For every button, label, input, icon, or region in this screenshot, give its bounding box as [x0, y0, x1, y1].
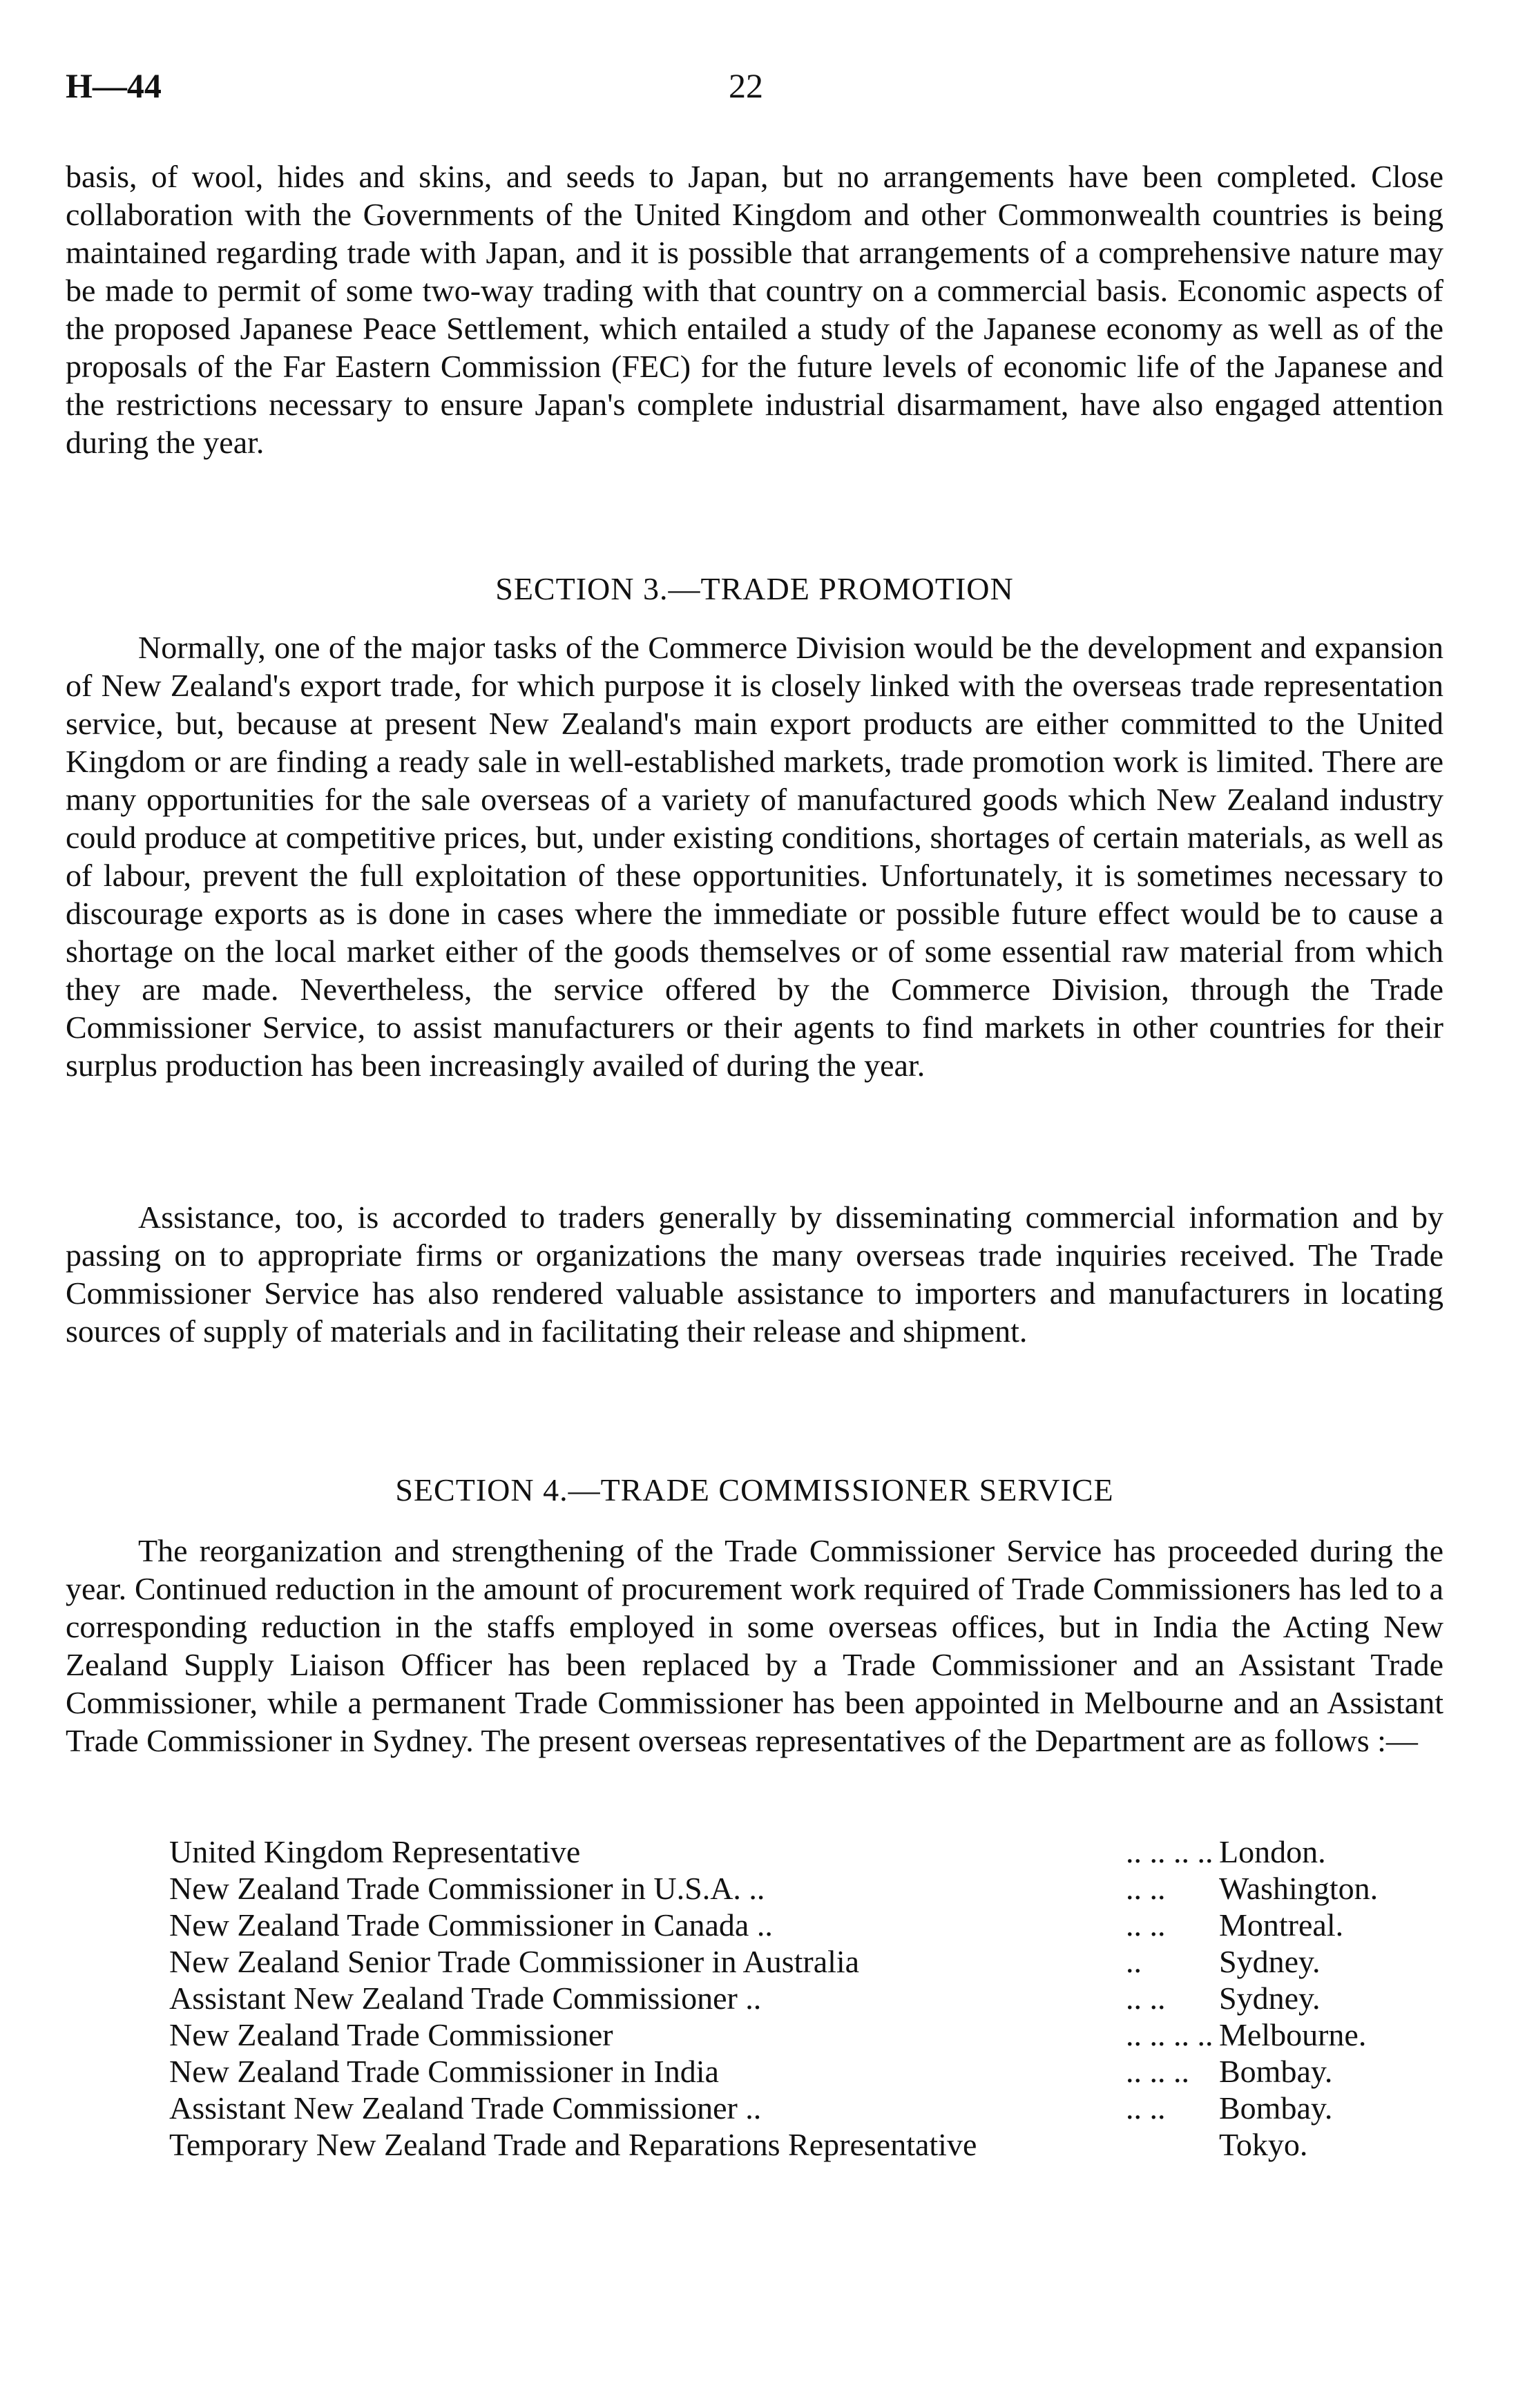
list-item	[169, 1980, 1447, 2016]
representative-title: New Zealand Trade Commissioner in Canada ..	[169, 1907, 773, 1943]
representative-title: New Zealand Trade Commissioner	[169, 2017, 613, 2052]
document-code: H—44	[66, 66, 162, 105]
section-3-paragraph-2: Assistance, too, is accorded to traders generally by disseminating commercial information and by passing on to appropriate firms or organizations the many overseas trade inquiries received. The Trade Commissioner Service has also rendered valuable assistance to importers and manufacturers in locating sources of supply of materials and in facilitating their release and shipment.	[66, 1200, 1443, 1349]
representative-location: Sydney.	[1219, 1981, 1321, 2016]
representative-title: Assistant New Zealand Trade Commissioner ..	[169, 2090, 762, 2126]
representative-location: London.	[1219, 1834, 1326, 1869]
section-3-paragraph-1: Normally, one of the major tasks of the Commerce Division would be the development and expansion of New Zealand's export trade, for which purpose it is closely linked with the overseas trade representation service, but, because at present New Zealand's main export products are either committed to the United Kingdom or are finding a ready sale in well-established markets, trade promotion work is limited. There are many opportunities for the sale overseas of a variety of manufactured goods which New Zealand industry could produce at competitive prices, but, under existing conditions, shortages of certain materials, as well as of labour, prevent the full exploitation of these opportunities. Unfortunately, it is sometimes necessary to discourage exports as is done in cases where the immediate or possible future effect would be to cause a shortage on the local market either of the goods themselves or of some essential raw material from which they are made. Nevertheless, the service offered by the Commerce Division, through the Trade Commissioner Service, to assist manufacturers or their agents to find markets in other countries for their surplus production has been increasingly availed of during the year.	[66, 630, 1443, 1083]
representative-location: Washington.	[1219, 1871, 1379, 1906]
representative-title: New Zealand Trade Commissioner in India	[169, 2054, 719, 2089]
list-item	[169, 1870, 1447, 1907]
list-item	[169, 2016, 1447, 2053]
section-4-paragraph: The reorganization and strengthening of the Trade Commissioner Service has proceeded during the year. Continued reduction in the amount of procurement work required of Trade Commissioners has led to a corresponding reduction in the staffs employed in some overseas offices, but in India the Acting New Zealand Supply Liaison Officer has been replaced by a Trade Commissioner and an Assistant Trade Commissioner, while a permanent Trade Commissioner has been appointed in Melbourne and an Assistant Trade Commissioner in Sydney. The present overseas representatives of the Department are as follows :—	[66, 1533, 1443, 1758]
representative-location: Sydney.	[1219, 1944, 1321, 1979]
page-number: 22	[729, 66, 763, 105]
list-item	[169, 1907, 1447, 1943]
list-item	[169, 1833, 1447, 1870]
dot-leader: .. ..	[1126, 1981, 1166, 2016]
section-4-heading: SECTION 4.—TRADE COMMISSIONER SERVICE	[395, 1472, 1114, 1508]
dot-leader: ..	[1126, 1944, 1142, 1979]
dot-leader: .. ..	[1126, 1907, 1166, 1943]
dot-leader: .. ..	[1126, 1871, 1166, 1906]
representatives-list	[169, 1833, 1447, 2163]
dot-leader: .. ..	[1126, 2090, 1166, 2126]
section-3-heading: SECTION 3.—TRADE PROMOTION	[495, 571, 1014, 606]
dot-leader: .. .. .. ..	[1126, 2017, 1213, 2052]
representative-title: Temporary New Zealand Trade and Reparations Representative	[169, 2127, 977, 2162]
representative-title: Assistant New Zealand Trade Commissioner ..	[169, 1981, 762, 2016]
representative-title: United Kingdom Representative	[169, 1834, 581, 1869]
representative-location: Melbourne.	[1219, 2017, 1367, 2052]
list-item	[169, 1943, 1447, 1980]
list-item	[169, 2090, 1447, 2126]
representative-title: New Zealand Trade Commissioner in U.S.A. ..	[169, 1871, 765, 1906]
intro-paragraph: basis, of wool, hides and skins, and seeds to Japan, but no arrangements have been completed. Close collaboration with the Governments of the United Kingdom and other Commonwealth countries is being maintained regarding trade with Japan, and it is possible that arrangements of a comprehensive nature may be made to permit of some two-way trading with that country on a commercial basis. Economic aspects of the proposed Japanese Peace Settlement, which entailed a study of the Japanese economy as well as of the proposals of the Far Eastern Commission (FEC) for the future levels of economic life of the Japanese and the restrictions necessary to ensure Japan's complete industrial disarmament, have also engaged attention during the year.	[66, 159, 1443, 460]
dot-leader: .. .. ..	[1126, 2054, 1189, 2089]
representative-location: Bombay.	[1219, 2054, 1333, 2089]
page-header	[66, 66, 1447, 114]
representative-location: Tokyo.	[1219, 2127, 1308, 2162]
list-item	[169, 2126, 1447, 2163]
representative-location: Montreal.	[1219, 1907, 1344, 1943]
representative-title: New Zealand Senior Trade Commissioner in Australia	[169, 1944, 860, 1979]
representative-location: Bombay.	[1219, 2090, 1333, 2126]
list-item	[169, 2053, 1447, 2090]
dot-leader: .. .. .. ..	[1126, 1834, 1213, 1869]
